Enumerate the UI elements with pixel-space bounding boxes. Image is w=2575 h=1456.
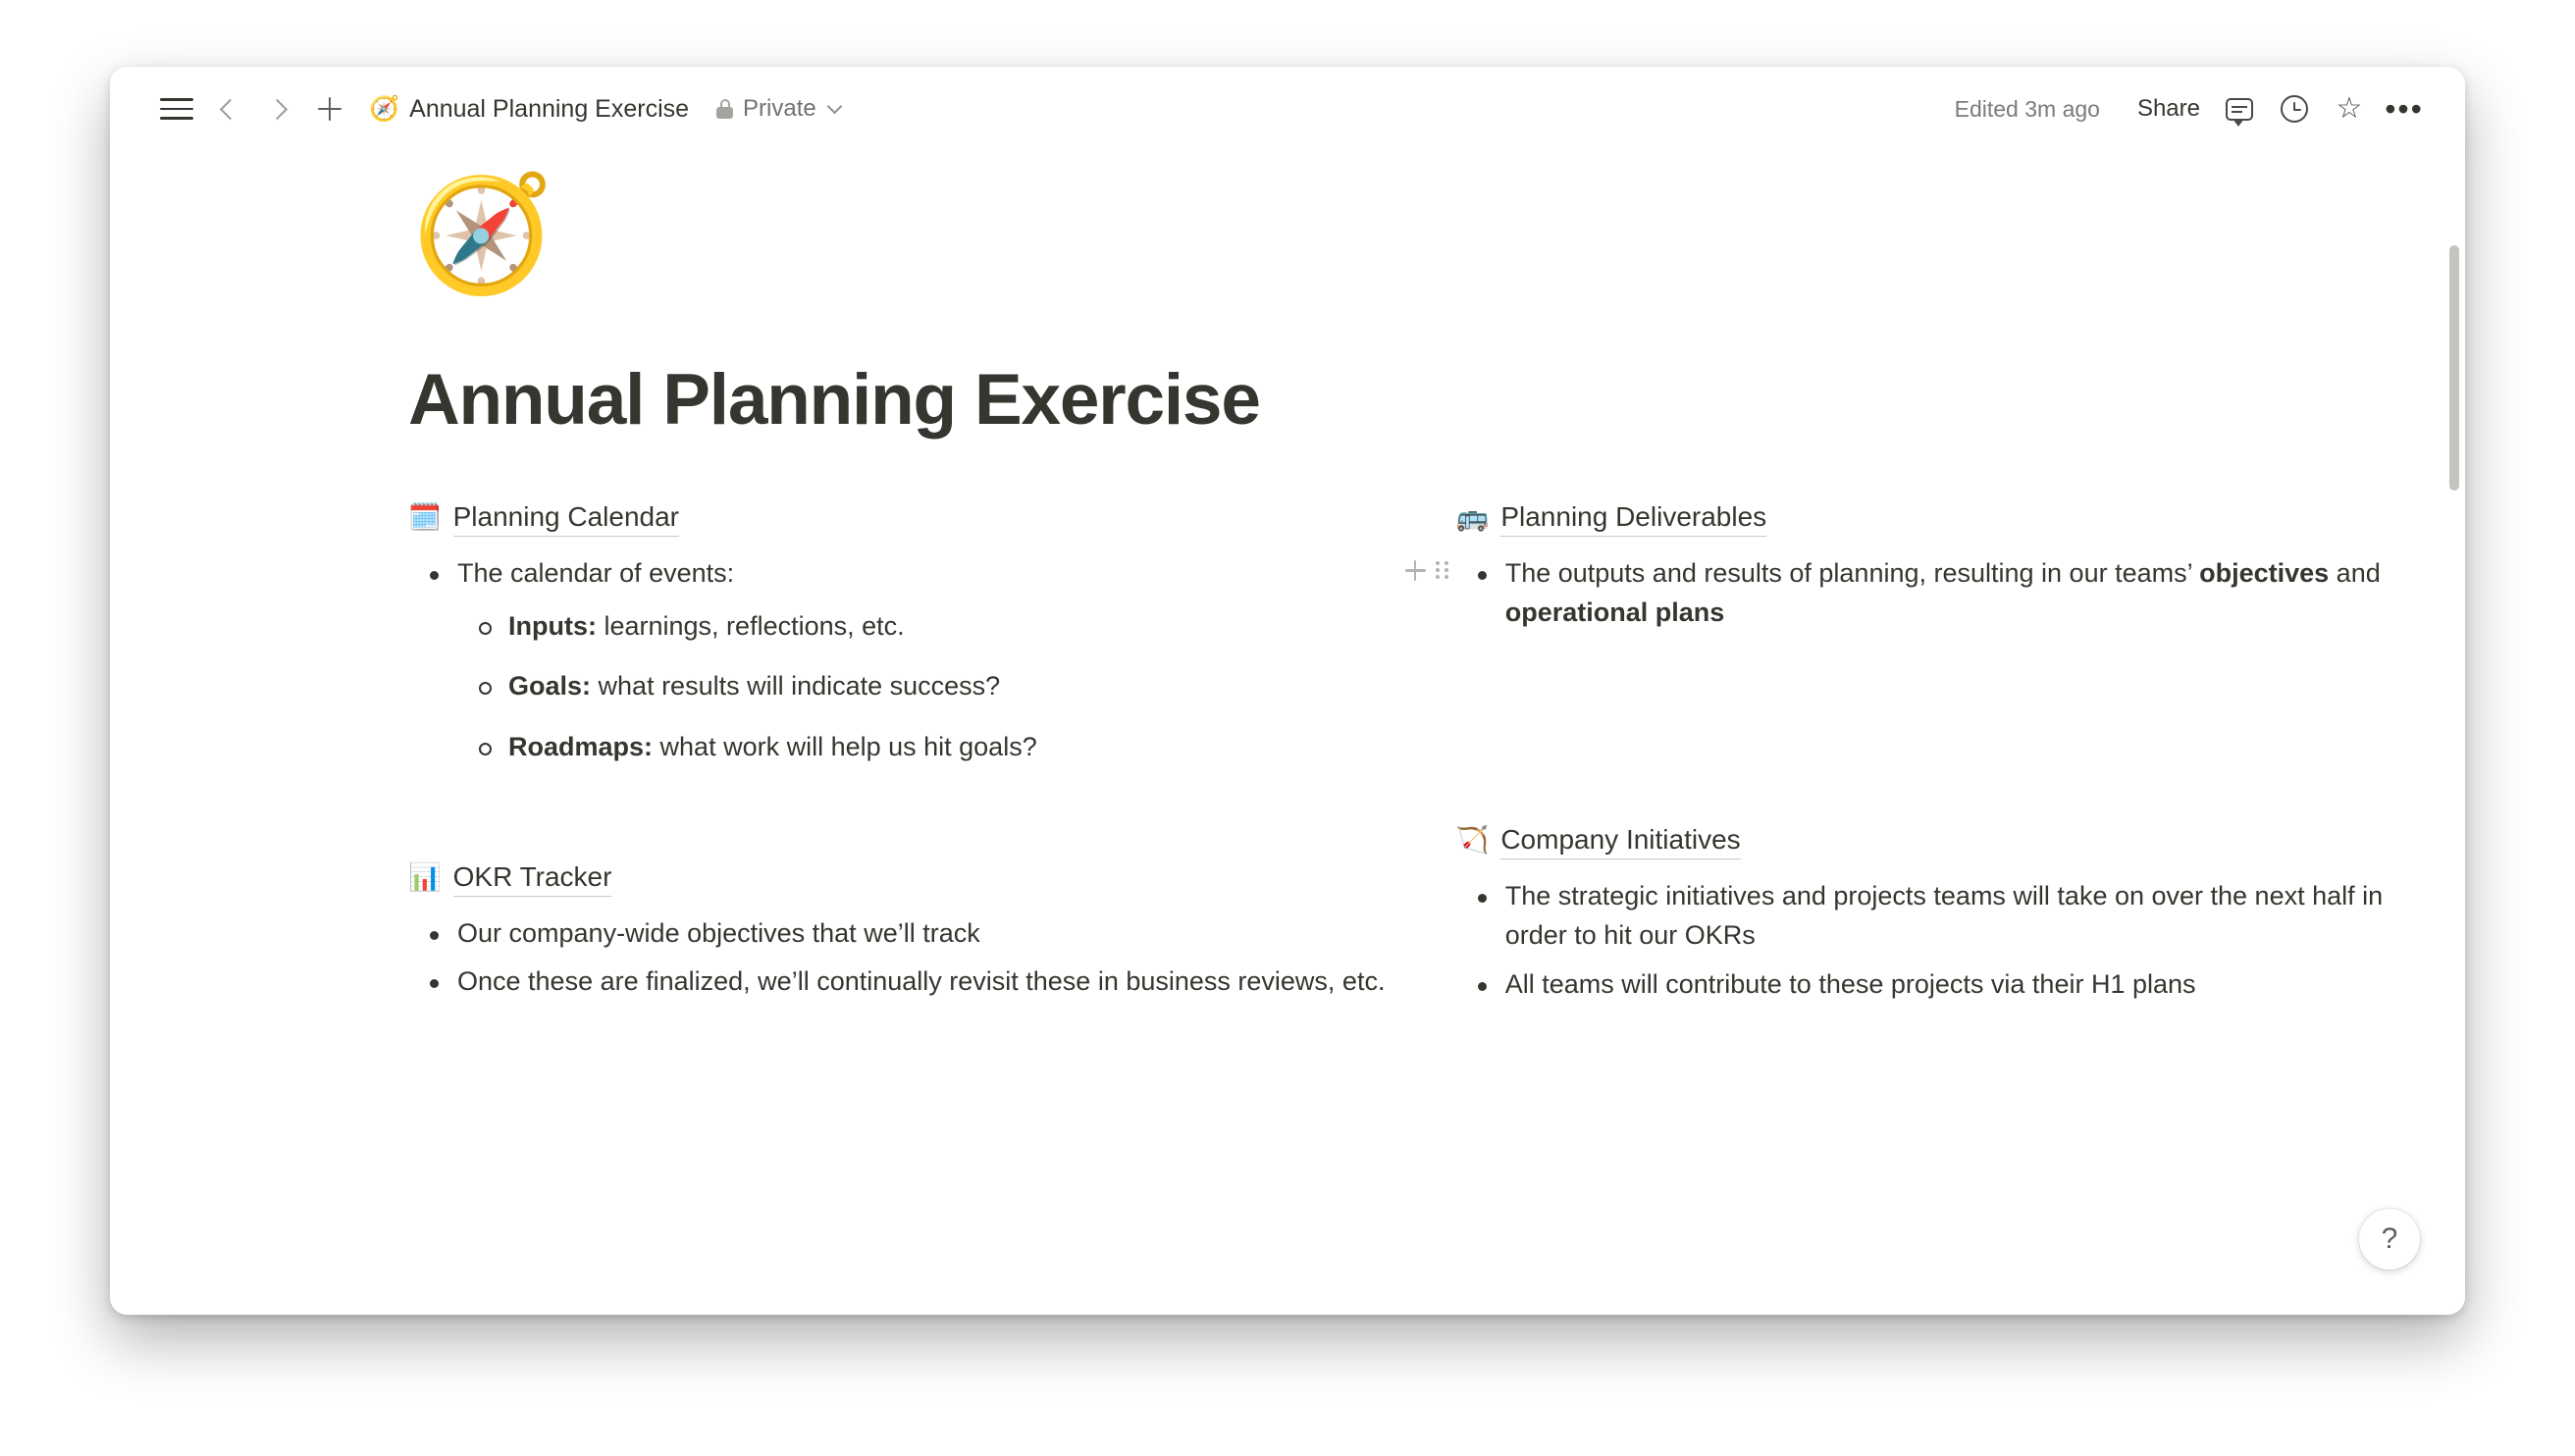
top-bar: [110, 67, 2465, 151]
forward-button[interactable]: [253, 83, 304, 134]
top-bar-left: [151, 83, 1955, 134]
bullet-list: [1456, 877, 2406, 1004]
section-planning-calendar: [408, 501, 1407, 767]
list-item[interactable]: [408, 962, 1407, 1002]
section-title[interactable]: OKR Tracker: [453, 861, 612, 897]
drag-handle-icon[interactable]: [1436, 561, 1449, 581]
question-mark-icon: ?: [2381, 1222, 2398, 1255]
block-controls: [1405, 560, 1449, 581]
section-heading: [408, 861, 1407, 897]
share-button[interactable]: Share: [2136, 95, 2200, 122]
list-item-emphasis: operational plans: [1504, 597, 1725, 627]
page-title[interactable]: Annual Planning Exercise: [408, 360, 1260, 440]
hamburger-icon: [160, 98, 193, 120]
sidebar-toggle-button[interactable]: [151, 83, 202, 134]
more-options-button[interactable]: [2377, 83, 2432, 134]
list-item-text: The outputs and results of planning, resulting in our teams’: [1504, 558, 2200, 588]
list-item[interactable]: [1456, 554, 2406, 632]
list-item-emphasis: objectives: [2199, 558, 2330, 588]
section-okr-tracker: [408, 861, 1407, 1002]
section-title[interactable]: Planning Calendar: [453, 501, 679, 537]
privacy-label[interactable]: Private: [743, 95, 816, 122]
column-left: [408, 501, 1407, 1014]
section-planning-deliverables: [1456, 501, 2406, 632]
list-item-label: Roadmaps:: [508, 732, 654, 762]
chevron-right-icon: [266, 98, 287, 119]
bullet-list: [408, 914, 1407, 1002]
breadcrumb-title[interactable]: Annual Planning Exercise: [409, 94, 690, 123]
comments-button[interactable]: [2212, 83, 2267, 134]
bus-icon: 🚌: [1455, 502, 1490, 532]
list-item-text: what results will indicate success?: [591, 671, 1001, 702]
list-item-text: learnings, reflections, etc.: [596, 610, 905, 641]
bullet-list: [408, 554, 1407, 767]
section-title[interactable]: Company Initiatives: [1500, 824, 1740, 859]
bar-chart-icon: 📊: [408, 861, 442, 892]
section-heading: [1456, 501, 2406, 537]
history-button[interactable]: [2267, 83, 2322, 134]
list-item-text: The strategic initiatives and projects teams will take on over the next half in order to hit our OKRs: [1504, 881, 2384, 951]
app-window: [110, 67, 2465, 1315]
calendar-icon: 🗓️: [408, 502, 442, 532]
column-right: [1407, 501, 2406, 1014]
section-heading: [1456, 824, 2406, 859]
bow-and-arrow-icon: 🏹: [1455, 825, 1490, 856]
help-button[interactable]: [2359, 1209, 2420, 1270]
list-item[interactable]: [1456, 965, 2406, 1005]
top-bar-right: [1955, 83, 2432, 134]
comment-icon: [2226, 98, 2253, 121]
list-item-label: Inputs:: [508, 610, 597, 641]
page-content: [110, 170, 2465, 1014]
chevron-down-icon[interactable]: [826, 99, 842, 115]
scrollbar-thumb[interactable]: [2449, 245, 2459, 491]
back-button[interactable]: [202, 83, 253, 134]
list-item-text: Once these are finalized, we’ll continually revisit these in business reviews, etc.: [457, 966, 1386, 997]
new-page-button[interactable]: [304, 83, 355, 134]
clock-icon: [2281, 95, 2308, 123]
star-icon: ☆: [2336, 92, 2363, 125]
list-item[interactable]: [457, 667, 1407, 706]
add-block-button[interactable]: [1405, 560, 1426, 581]
edited-status: Edited 3m ago: [1954, 95, 2100, 122]
vertical-scrollbar[interactable]: [2449, 245, 2459, 1315]
favorite-button[interactable]: [2322, 83, 2377, 134]
list-item[interactable]: [1456, 877, 2406, 955]
list-item-label: Goals:: [508, 671, 592, 702]
plus-icon: [318, 97, 342, 121]
breadcrumb-emoji: 🧭: [369, 94, 400, 123]
page-scroll-area[interactable]: [110, 151, 2465, 1315]
page-icon-emoji[interactable]: 🧭: [412, 170, 554, 297]
sub-bullet-list: [457, 607, 1407, 767]
list-item[interactable]: [457, 728, 1407, 767]
section-company-initiatives: [1456, 824, 2406, 1004]
list-item-text: Our company-wide objectives that we’ll track: [457, 917, 980, 948]
bullet-list: [1456, 554, 2406, 632]
section-heading: [408, 501, 1407, 537]
lock-icon: [716, 99, 733, 119]
list-item-text: The calendar of events:: [457, 558, 735, 588]
list-item-text: All teams will contribute to these projects via their H1 plans: [1504, 968, 2196, 999]
list-item[interactable]: [408, 914, 1407, 954]
column-layout: [110, 501, 2465, 1014]
list-item[interactable]: [457, 607, 1407, 647]
ellipsis-icon: •••: [2385, 91, 2424, 127]
list-item[interactable]: [408, 554, 1407, 767]
list-item-text: what work will help us hit goals?: [653, 732, 1037, 762]
chevron-left-icon: [219, 98, 239, 119]
list-item-text: and: [2329, 558, 2381, 588]
section-title[interactable]: Planning Deliverables: [1500, 501, 1766, 537]
